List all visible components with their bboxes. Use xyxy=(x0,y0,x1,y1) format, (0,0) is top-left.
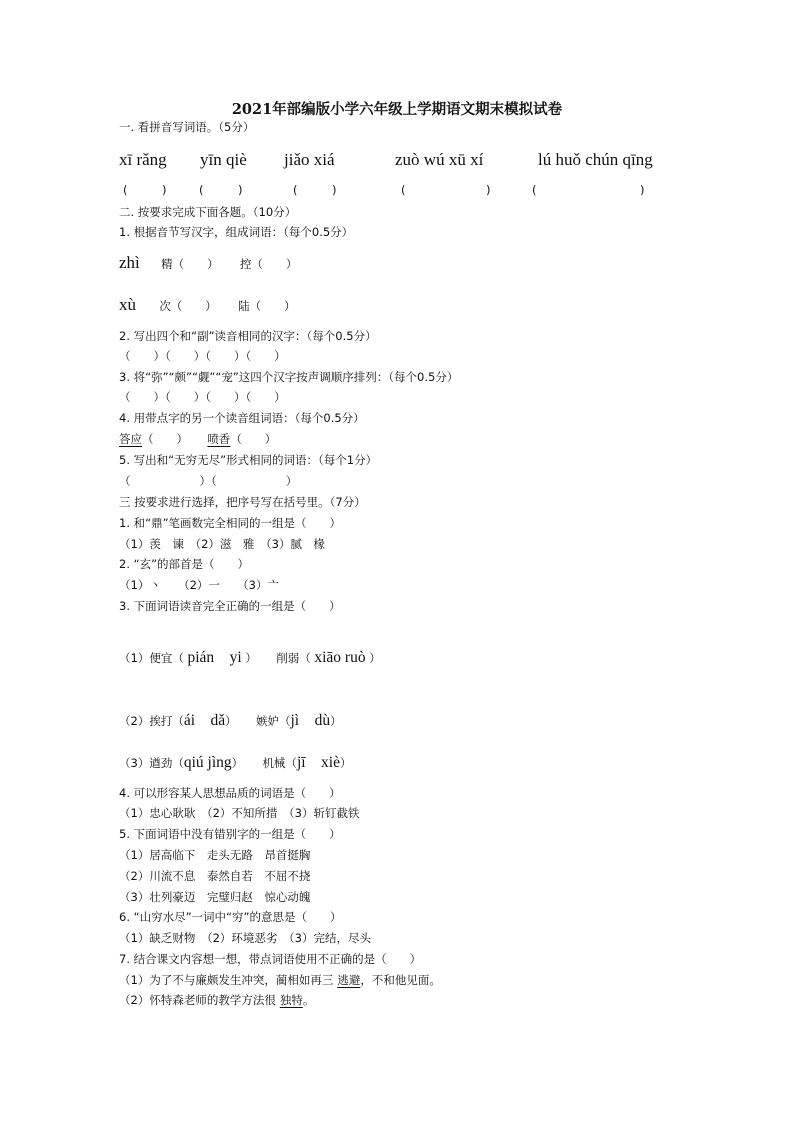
s3-q3-option-1 xyxy=(119,651,381,665)
q3-o2-close-a: ） xyxy=(225,714,237,728)
pinyin-word-3: jiǎo xiá xyxy=(284,150,335,169)
q7-o2-text-a: （2）怀特森老师的教学方法很 xyxy=(119,993,276,1007)
section-1-heading: 一. 看拼音写词语。（5分） xyxy=(119,120,255,134)
answer-blank-3[interactable]: ( ) xyxy=(293,183,337,197)
q7-o1-dotted-word: 逃避 xyxy=(337,973,361,987)
pinyin-word-2: yīn qiè xyxy=(200,150,247,169)
s3-question-6: 6. “山穷水尽”一词中“穷”的意思是（ ） xyxy=(119,910,342,924)
s3-q3-option-2 xyxy=(119,714,342,728)
section-3-heading: 三 按要求进行选择，把序号写在括号里。（7分） xyxy=(119,495,366,509)
answer-blank-1[interactable]: ( ) xyxy=(123,183,167,197)
q3-o1-pinyin-a: pián yi xyxy=(187,649,242,666)
pinyin-word-1: xī rǎng xyxy=(119,150,167,169)
q3-o1-close-a: ） xyxy=(245,651,257,665)
s3-question-7: 7. 结合课文内容想一想，带点词语使用不正确的是（ ） xyxy=(119,952,422,966)
section-2-heading: 二. 按要求完成下面各题。（10分） xyxy=(119,205,297,219)
s3-q6-options: （1）缺乏财物 （2）环境恶劣 （3）完结，尽头 xyxy=(119,931,371,945)
pinyin-xu: xù xyxy=(119,295,136,314)
zhi-blank-a[interactable]: 精（ ） xyxy=(161,257,219,271)
s3-q5-option-3: （3）壮列豪迈 完璧归赵 惊心动魄 xyxy=(119,890,311,904)
q3-o3-close-a: ） xyxy=(231,756,244,770)
q3-o2-pinyin-a: ái dǎ xyxy=(183,712,226,729)
q3-o3-pinyin-b: jī xiè xyxy=(296,754,340,771)
s3-q5-option-1: （1）居高临下 走头无路 昂首挺胸 xyxy=(119,848,311,862)
s2-question-4: 4. 用带点字的另一个读音组词语：（每个0.5分） xyxy=(119,411,365,425)
s3-q2-options: （1）丶 （2）一 （3）亠 xyxy=(119,578,279,592)
q3-o3-close-b: ） xyxy=(340,756,352,770)
s3-q5-option-2: （2）川流不息 泰然自若 不屈不挠 xyxy=(119,869,311,883)
s3-question-1: 1. 和“鼎”笔画数完全相同的一组是（ ） xyxy=(119,516,342,530)
q4-blank-a[interactable]: （ ） xyxy=(142,432,188,446)
s3-question-3: 3. 下面词语读音完全正确的一组是（ ） xyxy=(119,599,341,613)
answer-blank-2[interactable]: ( ) xyxy=(199,183,243,197)
pinyin-word-5: lú huǒ chún qīng xyxy=(538,150,653,169)
answer-blank-4[interactable]: ( ) xyxy=(401,183,491,197)
s3-question-5: 5. 下面词语中没有错别字的一组是（ ） xyxy=(119,827,341,841)
answer-blank-5[interactable]: ( ) xyxy=(532,183,645,197)
zhi-blank-b[interactable]: 控（ ） xyxy=(239,257,298,271)
s2-question-2: 2. 写出四个和“副”读音相同的汉字：（每个0.5分） xyxy=(119,329,377,343)
q3-o1-word-b: 削弱（ xyxy=(276,651,311,665)
q3-o2-pinyin-b: jì dù xyxy=(290,712,331,729)
q7-o2-text-b: 。 xyxy=(302,993,315,1007)
s3-q7-option-1 xyxy=(119,973,441,987)
q3-o2-word-b: 嫉妒（ xyxy=(255,714,291,728)
s2-question-5: 5. 写出和“无穷无尽”形式相同的词语：（每个1分） xyxy=(119,453,378,467)
q3-o3-word-a: （3）遒劲（ xyxy=(119,756,184,770)
q3-o1-word-a: （1）便宜（ xyxy=(119,651,184,665)
xu-blank-a[interactable]: 次（ ） xyxy=(159,299,217,313)
q3-o2-close-b: ） xyxy=(330,714,342,728)
s2-q2-blanks[interactable]: （ ）（ ）（ ）（ ） xyxy=(119,349,286,363)
pinyin-zhi: zhì xyxy=(119,253,140,272)
q3-o3-word-b: 机械（ xyxy=(262,756,297,770)
page-title: 2021年部编版小学六年级上学期语文期末模拟试卷 xyxy=(231,101,563,118)
s2-q1-zhi-row xyxy=(119,253,298,272)
q3-o2-word-a: （2）挨打（ xyxy=(119,714,184,728)
dotted-word-daying: 答应 xyxy=(119,432,142,446)
s2-question-1: 1. 根据音节写汉字，组成词语：（每个0.5分） xyxy=(119,225,354,239)
q7-o1-text-a: （1）为了不与廉颇发生冲突，蔺相如再三 xyxy=(119,973,334,987)
s3-q4-options: （1）忠心耿耿 （2）不知所措 （3）斩钉截铁 xyxy=(119,806,360,820)
q4-blank-b[interactable]: （ ） xyxy=(230,432,277,446)
dotted-word-penxiang: 喷香 xyxy=(207,432,231,446)
q3-o1-close-b: ） xyxy=(369,651,381,665)
s2-q3-blanks[interactable]: （ ）（ ）（ ）（ ） xyxy=(119,390,286,404)
q7-o2-dotted-word: 独特 xyxy=(279,993,303,1007)
s2-q4-row xyxy=(119,432,276,446)
s3-q7-option-2 xyxy=(119,993,314,1007)
q3-o3-pinyin-a: qiú jìng xyxy=(183,754,232,771)
pinyin-word-4: zuò wú xū xí xyxy=(395,150,484,169)
s3-q1-options: （1）羡 谏 （2）滋 雅 （3）腻 椽 xyxy=(119,537,325,551)
q3-o1-pinyin-b: xiāo ruò xyxy=(314,649,366,666)
s3-q3-option-3 xyxy=(119,756,352,770)
s2-question-3: 3. 将“弥”“颇”“觑”“宠”这四个汉字按声调顺序排列：（每个0.5分） xyxy=(119,370,459,384)
s3-question-2: 2. “玄”的部首是（ ） xyxy=(119,557,250,571)
xu-blank-b[interactable]: 陆（ ） xyxy=(238,299,296,313)
s3-question-4: 4. 可以形容某人思想品质的词语是（ ） xyxy=(119,786,341,800)
s2-q5-blanks[interactable]: （ ）（ ） xyxy=(119,474,298,488)
q7-o1-text-b: ，不和他见面。 xyxy=(360,973,441,987)
s2-q1-xu-row xyxy=(119,295,296,314)
